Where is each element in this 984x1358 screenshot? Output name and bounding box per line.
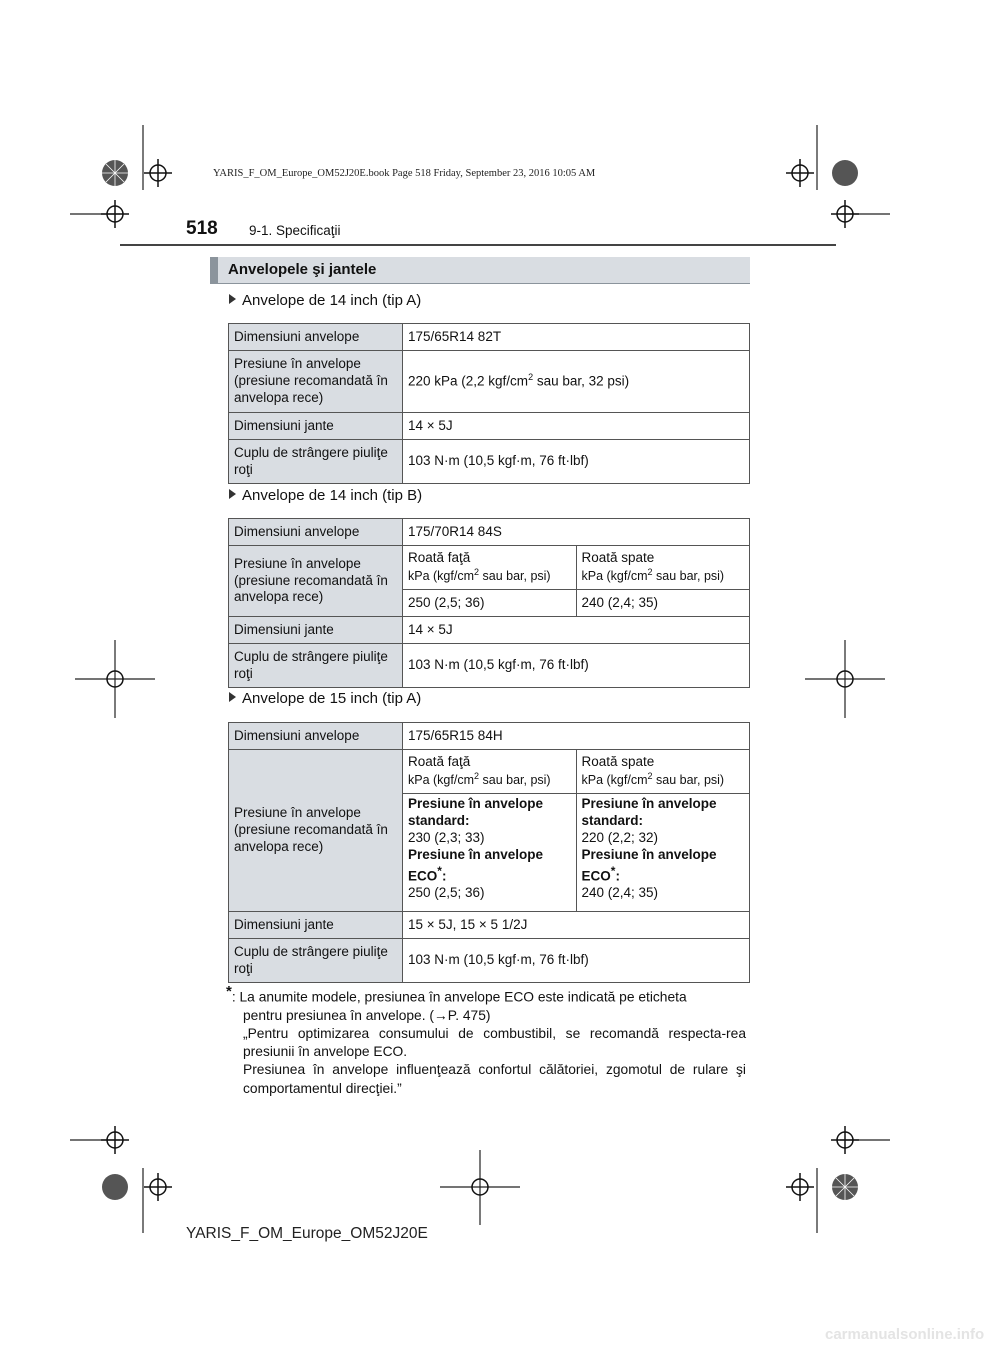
header-rule xyxy=(120,244,836,246)
pressure-label: Presiune în anvelope (presiune recomandată în anvelopa rece) xyxy=(229,750,403,912)
footnote-line-1: *: La anumite modele, presiunea în anvelope ECO este indicată pe eticheta xyxy=(226,983,687,1005)
spec-table-15-a xyxy=(228,722,750,983)
subheading-14-b xyxy=(229,487,422,504)
eco-pressure-label: Presiune în anvelope ECO*: xyxy=(408,846,544,883)
std-pressure-label: Presiune în anvelope standard: xyxy=(581,796,717,828)
front-wheel-head: Roată faţă kPa ($kgf/cm^2$ sau bar, psi) xyxy=(403,750,577,794)
subheading-text: Anvelope de 15 inch (tip A) xyxy=(242,690,422,707)
subheading-15-a xyxy=(229,690,421,707)
spec-table-14-b xyxy=(228,518,750,688)
page-number: 518 xyxy=(186,218,218,239)
wheel-size-label: Dimensiuni jante xyxy=(229,912,403,939)
front-pressure-value: 250 (2,5; 36) xyxy=(403,590,577,617)
section-title: 9-1. Specificaţii xyxy=(249,223,341,238)
std-pressure-label: Presiune în anvelope standard: xyxy=(408,796,544,828)
subheading-text: Anvelope de 14 inch (tip B) xyxy=(242,487,423,504)
front-std-value: 230 (2,3; 33) xyxy=(408,829,485,845)
pressure-label: Presiune în anvelope (presiune recomandată în anvelopa rece) xyxy=(229,546,403,617)
eco-pressure-label: Presiune în anvelope ECO*: xyxy=(581,846,717,883)
wheel-size-label: Dimensiuni jante xyxy=(229,617,403,644)
front-pressure-cell xyxy=(403,794,577,912)
torque-label: Cuplu de strângere piuliţe roţi xyxy=(229,440,403,484)
rear-pressure-value: 240 (2,4; 35) xyxy=(576,590,750,617)
front-wheel-head: Roată faţă kPa ($kgf/cm^2$ sau bar, psi) xyxy=(403,546,577,590)
pressure-value: 220 kPa (2,2 kgf/$cm^2$ sau bar, 32 psi) xyxy=(403,351,750,413)
tire-size-label: Dimensiuni anvelope xyxy=(229,324,403,351)
footer-watermark: carmanualsonline.info xyxy=(825,1326,984,1343)
torque-label: Cuplu de strângere piuliţe roţi xyxy=(229,644,403,688)
subheading-text: Anvelope de 14 inch (tip A) xyxy=(242,292,422,309)
torque-value: 103 N·m (10,5 kgf·m, 76 ft·lbf) xyxy=(403,644,750,688)
tire-size-label: Dimensiuni anvelope xyxy=(229,519,403,546)
tire-size-value: 175/70R14 84S xyxy=(403,519,750,546)
wheel-size-label: Dimensiuni jante xyxy=(229,413,403,440)
wheel-size-value: 15 × 5J, 15 × 5 1/2J xyxy=(403,912,750,939)
tire-size-value: 175/65R14 82T xyxy=(403,324,750,351)
rear-pressure-cell xyxy=(576,794,750,912)
wheel-size-value: 14 × 5J xyxy=(403,617,750,644)
triangle-bullet-icon xyxy=(229,294,236,304)
torque-label: Cuplu de strângere piuliţe roţi xyxy=(229,939,403,983)
rear-wheel-head: Roată spate kPa ($kgf/cm^2$ sau bar, psi) xyxy=(576,750,750,794)
tire-size-value: 175/65R15 84H xyxy=(403,723,750,750)
tire-size-label: Dimensiuni anvelope xyxy=(229,723,403,750)
front-eco-value: 250 (2,5; 36) xyxy=(408,884,485,900)
torque-value: 103 N·m (10,5 kgf·m, 76 ft·lbf) xyxy=(403,939,750,983)
footnote-line-4: Presiunea în anvelope influenţează confortul călătoriei, zgomotul de rulare şi comportamentul direcţiei.” xyxy=(243,1062,746,1096)
rear-std-value: 220 (2,2; 32) xyxy=(581,829,659,845)
rear-wheel-head: Roată spate kPa ($kgf/cm^2$ sau bar, psi) xyxy=(576,546,750,590)
pressure-label: Presiune în anvelope (presiune recomandată în anvelopa rece) xyxy=(229,351,403,413)
footnote-line-2: pentru presiunea în anvelope. (→P. 475) xyxy=(243,1007,491,1023)
section-heading xyxy=(210,257,750,284)
triangle-bullet-icon xyxy=(229,489,236,499)
torque-value: 103 N·m (10,5 kgf·m, 76 ft·lbf) xyxy=(403,440,750,484)
section-heading-text: Anvelopele şi jantele xyxy=(228,261,377,278)
print-header: YARIS_F_OM_Europe_OM52J20E.book Page 518 Friday, September 23, 2016 10:05 AM xyxy=(213,168,596,179)
spec-table-14-a xyxy=(228,323,750,484)
wheel-size-value: 14 × 5J xyxy=(403,413,750,440)
rear-eco-value: 240 (2,4; 35) xyxy=(581,884,659,900)
footer-document-id: YARIS_F_OM_Europe_OM52J20E xyxy=(186,1225,428,1242)
subheading-14-a xyxy=(229,292,421,309)
footnote-line-3: „Pentru optimizarea consumului de combustibil, se recomandă respecta-rea presiunii în anvelope ECO. xyxy=(243,1026,746,1060)
triangle-bullet-icon xyxy=(229,692,236,702)
footnote xyxy=(226,982,746,1098)
